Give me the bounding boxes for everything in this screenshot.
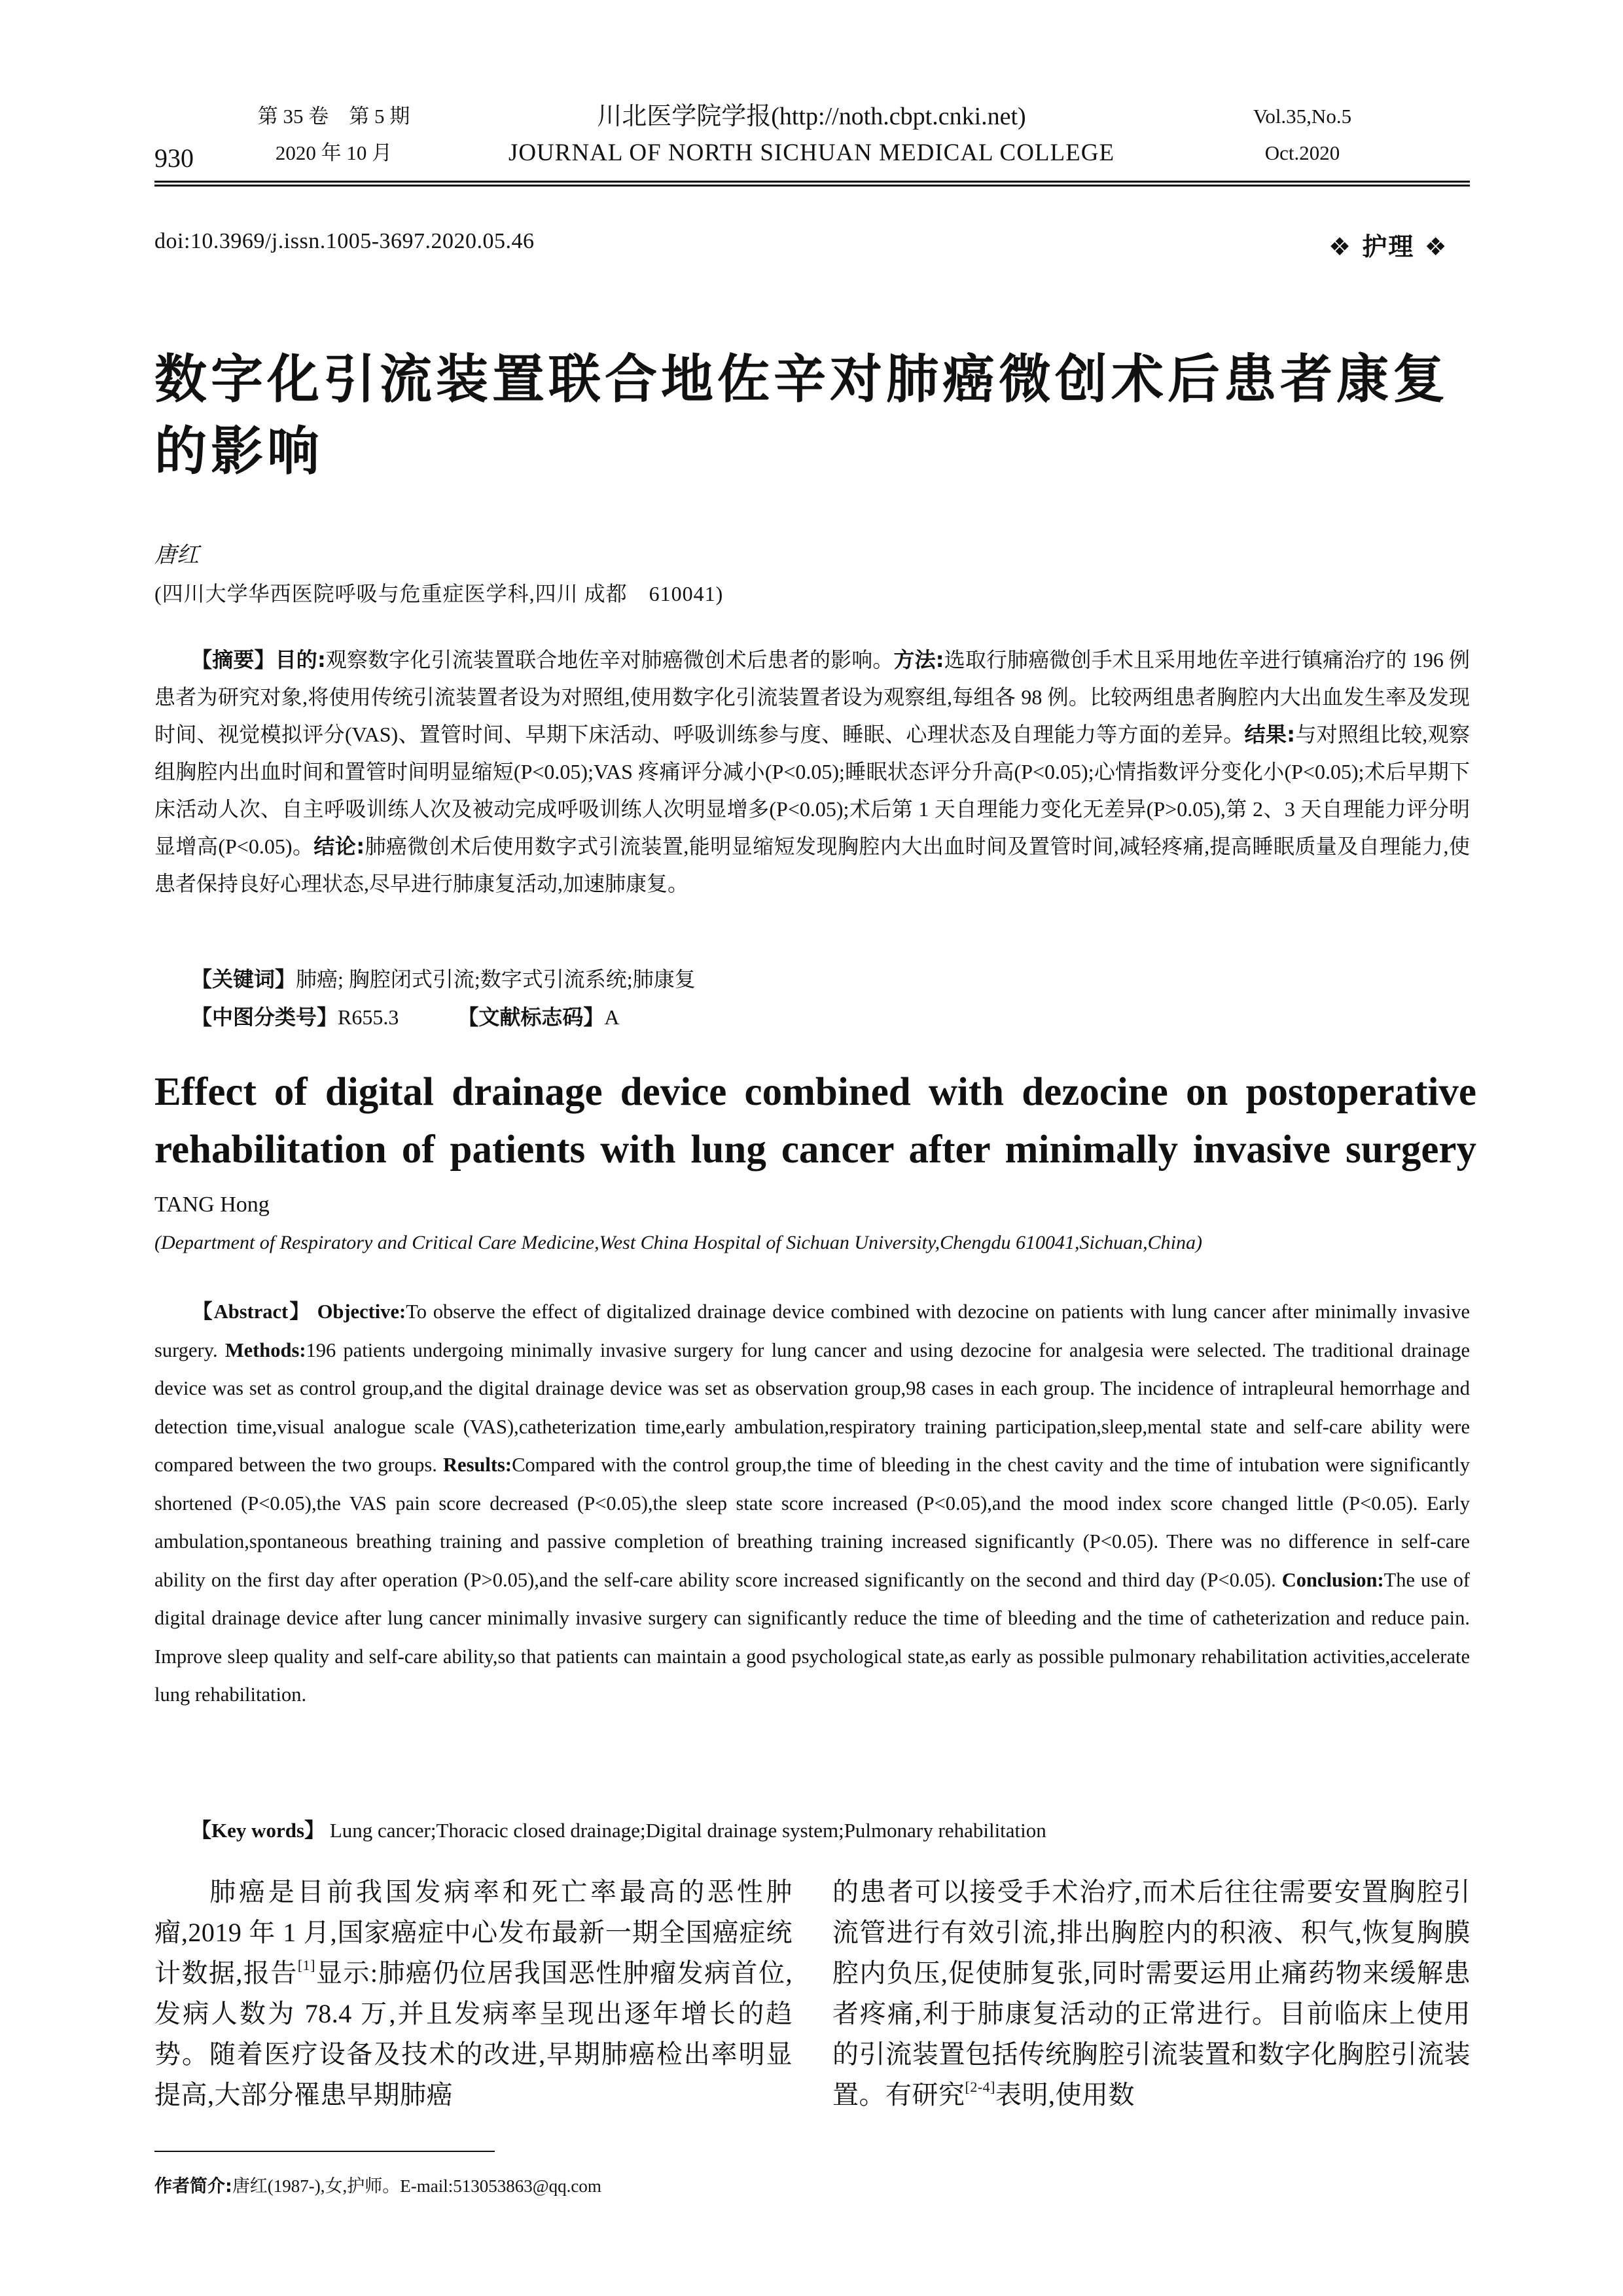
journal-name-en: JOURNAL OF NORTH SICHUAN MEDICAL COLLEGE — [508, 139, 1115, 166]
keywords-en-label: 【Key words】 — [191, 1819, 325, 1842]
methods-en: 196 patients undergoing minimally invasive surgery for lung cancer and using dezocine for analgesia were selected. The traditional drainage device was set as control group,and the digital drainage device was set as observation group,98 cases in each group. The incidence of intrapleural hemorrhage and detection time,visual analogue scale (VAS),catheterization time,early ambulation,respiratory training participation,sleep,mental state and self-care ability were compared between the two groups. — [154, 1338, 1470, 1476]
affiliation-en: (Department of Respiratory and Critical Care Medicine,West China Hospital of Sichuan University,Chengdu 610041,Sichuan,China) — [154, 1232, 1202, 1253]
keywords-cn-label: 【关键词】 — [191, 967, 296, 992]
conclusion-cn-label: 结论: — [313, 834, 365, 859]
date-cn: 2020 年 10 月 — [275, 141, 393, 164]
abstract-cn — [154, 641, 1470, 903]
body-column-left — [154, 1872, 793, 2115]
objective-en: To observe the effect of digitalized drainage device combined with dezocine on patients with lung cancer after minimally invasive surgery. — [154, 1300, 1471, 1361]
ornament-icon: ❖ — [1329, 232, 1353, 261]
keywords-cn-value: 肺癌; 胸腔闭式引流;数字式引流系统;肺康复 — [296, 967, 696, 991]
keywords-cn — [191, 961, 696, 998]
body-right-text-2: 表明,使用数 — [995, 2080, 1135, 2109]
objective-cn: 观察数字化引流装置联合地佐辛对肺癌微创术后患者的影响。 — [325, 648, 894, 672]
objective-en-label: Objective: — [317, 1300, 406, 1323]
title-en: Effect of digital drainage device combined with dezocine on postoperative rehabilitation of patients with lung cancer after minimally invasive surgery — [154, 1070, 1476, 1172]
affiliation-cn: (四川大学华西医院呼吸与危重症医学科,四川 成都 610041) — [154, 582, 724, 605]
column-tag-label: 护理 — [1362, 232, 1415, 261]
doc-code-value: A — [604, 1005, 620, 1029]
methods-cn-label: 方法: — [893, 647, 944, 672]
body-left-text-1: 肺癌是目前我国发病率和死亡率最高的恶性肿瘤,2019 年 1 月,国家癌症中心发布最新一期全国癌症统计数据,报告 — [154, 1877, 793, 1988]
page-number: 930 — [154, 143, 194, 173]
clc-value: R655.3 — [338, 1005, 399, 1029]
body-left-text-2: 显示:肺癌仍位居我国恶性肿瘤发病首位,发病人数为 78.4 万,并且发病率呈现出逐年增长的趋势。随着医疗设备及技术的改进,早期肺癌检出率明显提高,大部分罹患早期肺癌 — [154, 1958, 793, 2109]
footnote-text: 唐红(1987-),女,护师。E-mail:513053863@qq.com — [232, 2176, 601, 2196]
citation-link[interactable]: [1] — [297, 1957, 315, 1973]
date-en: Oct.2020 — [1264, 141, 1340, 164]
conclusion-cn: 肺癌微创术后使用数字式引流装置,能明显缩短发现胸腔内大出血时间及置管时间,减轻疼痛,提高睡眠质量及自理能力,使患者保持良好心理状态,尽早进行肺康复活动,加速肺康复。 — [154, 834, 1470, 895]
results-en: Compared with the control group,the time of bleeding in the chest cavity and the time of intubation were significantly shortened (P<0.05),the VAS pain score decreased (P<0.05),the sleep state score increased (P<0.05),and the mood index score changed little (P<0.05). Early ambulation,spontaneous breathing training and passive completion of breathing training increased significantly (P<0.05). There was no difference in self-care ability on the first day after operation (P>0.05),and the self-care ability score increased significantly on the second and third day (P<0.05). — [154, 1454, 1470, 1591]
keywords-en — [191, 1814, 1046, 1843]
methods-en-label: Methods: — [224, 1338, 306, 1361]
journal-name-cn: 川北医学院学报(http://noth.cbpt.cnki.net) — [597, 103, 1026, 130]
clc-label: 【中图分类号】 — [191, 1005, 338, 1030]
classification — [191, 999, 619, 1036]
footnote-label: 作者简介: — [154, 2176, 232, 2197]
journal-name — [458, 98, 1165, 171]
header-double-rule — [154, 181, 1470, 187]
keywords-en-value: Lung cancer;Thoracic closed drainage;Digital drainage system;Pulmonary rehabilitation — [329, 1819, 1046, 1842]
doi: doi:10.3969/j.issn.1005-3697.2020.05.46 — [154, 229, 535, 253]
body-right-text-1: 的患者可以接受手术治疗,而术后往往需要安置胸腔引流管进行有效引流,排出胸腔内的积液、积气,恢复胸膜腔内负压,促使肺复张,同时需要运用止痛药物来缓解患者疼痛,利于肺康复活动的正常进行。目前临床上使用的引流装置包括传统胸腔引流装置和数字化胸腔引流装置。有研究 — [832, 1877, 1471, 2109]
volume-issue-cn: 第 35 卷 第 5 期 — [257, 105, 410, 128]
results-cn-label: 结果: — [1244, 722, 1296, 747]
volume-en: Vol.35,No.5 — [1253, 105, 1352, 128]
doc-code-label: 【文献标志码】 — [457, 1005, 605, 1030]
column-tag — [1329, 226, 1448, 262]
conclusion-en: The use of digital drainage device after lung cancer minimally invasive surgery can significantly reduce the time of bleeding and the time of catheterization and reduce pain. Improve sleep quality and self-care ability,so that patients can maintain a good psychological state,as early as possible pulmonary rehabilitation activities,accelerate lung rehabilitation. — [154, 1568, 1470, 1706]
abstract-en — [154, 1293, 1470, 1714]
abstract-cn-label: 【摘要】 — [191, 647, 276, 672]
ornament-icon: ❖ — [1424, 232, 1448, 261]
abstract-en-label: 【Abstract】 — [191, 1300, 311, 1323]
footnote-rule — [154, 2151, 495, 2152]
title-cn: 数字化引流装置联合地佐辛对肺癌微创术后患者康复的影响 — [154, 349, 1449, 482]
conclusion-en-label: Conclusion: — [1281, 1568, 1384, 1591]
results-en-label: Results: — [443, 1454, 512, 1476]
citation-link[interactable]: [2-4] — [965, 2079, 995, 2095]
author-en: TANG Hong — [154, 1193, 270, 1217]
header-volume-en — [1204, 98, 1400, 171]
author-footnote — [154, 2172, 601, 2197]
methods-cn: 选取行肺癌微创手术且采用地佐辛进行镇痛治疗的 196 例患者为研究对象,将使用传统引流装置者设为对照组,使用数字化引流装置者设为观察组,每组各 98 例。比较两组患者胸腔内大出血发生率及发现时间、视觉模拟评分(VAS)、置管时间、早期下床活动、呼吸训练参与度、睡眠、心理状态及自理能力等方面的差异。 — [154, 648, 1470, 746]
header-issue-info — [236, 98, 432, 171]
author-cn: 唐红 — [154, 543, 199, 567]
results-cn: 与对照组比较,观察组胸腔内出血时间和置管时间明显缩短(P<0.05);VAS 疼痛评分减小(P<0.05);睡眠状态评分升高(P<0.05);心情指数评分变化小(P<0.05);术后早期下床活动人次、自主呼吸训练人次及被动完成呼吸训练人次明显增多(P<0.05);术后第 1 天自理能力变化无差异(P>0.05),第 2、3 天自理能力评分明显增高(P<0.05)。 — [154, 723, 1470, 858]
body-column-right — [832, 1872, 1471, 2115]
objective-cn-label: 目的: — [275, 647, 326, 672]
